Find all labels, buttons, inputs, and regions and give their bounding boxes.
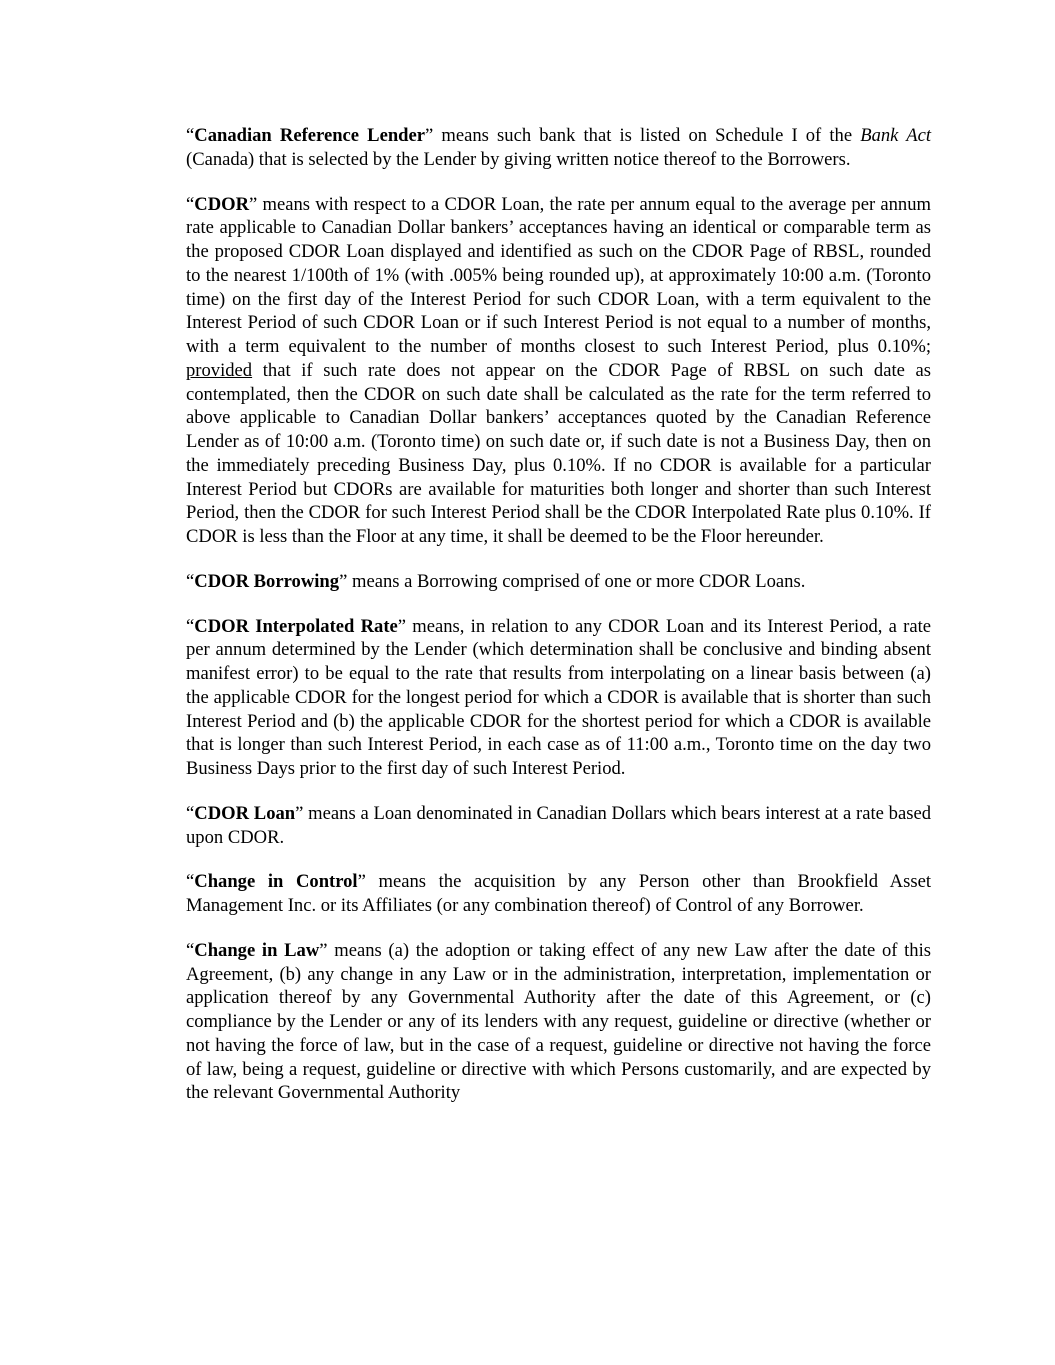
defined-term: CDOR: [194, 193, 250, 215]
definition-text: means a Loan denominated in Canadian Dollars which bears interest at a rate based upon CDOR.: [186, 802, 932, 848]
definition-text: (Canada) that is selected by the Lender by giving written notice thereof to the Borrowers.: [186, 148, 851, 170]
defined-term: CDOR Borrowing: [194, 570, 340, 592]
definition-canadian-reference-lender: “Canadian Reference Lender” means such bank that is listed on Schedule I of the Bank Act (Canada) that is selected by the Lender by giving written notice thereof to the Borrowers.: [186, 125, 931, 170]
definition-cdor: “CDOR” means with respect to a CDOR Loan, the rate per annum equal to the average per annum rate applicable to Canadian Dollar bankers’ acceptances having an identical or comparable term as the proposed CDOR Loan displayed and identified as such on the CDOR Page of RBSL, rounded to the nearest 1/100th of 1% (with .005% being rounded up), at approximately 10:00 a.m. (Toronto time) on the first day of the Interest Period for such CDOR Loan, with a term equivalent to the Interest Period of such CDOR Loan or if such Interest Period is not equal to a number of months, with a term equivalent to the number of months closest to such Interest Period, plus 0.10%; provided that if such rate does not appear on the CDOR Page of RBSL on such date as contemplated, then the CDOR on such date shall be calculated as the rate for the term referred to above applicable to Canadian Dollar bankers’ acceptances quoted by the Canadian Reference Lender as of 10:00 a.m. (Toronto time) on such date or, if such date is not a Business Day, then on the immediately preceding Business Day, plus 0.10%. If no CDOR is available for a particular Interest Period but CDORs are available for maturities both longer and shorter than such Interest Period, then the CDOR for such Interest Period shall be the CDOR Interpolated Rate plus 0.10%. If CDOR is less than the Floor at any time, it shall be deemed to be the Floor hereunder.: [186, 193, 931, 547]
definition-text: means (a) the adoption or taking effect of any new Law after the date of this Agreement, (b) any change in any Law or in the administration, interpretation, implementation or application thereof by any Governmental Authority after the date of this Agreement, or (c) compliance by the Lender or any of its lenders with any request, guideline or directive (whether or not having the force of law, but in the case of a request, guideline or directive not having the force of law, being a request, guideline or directive with which Persons customarily, and are expected by the relevant Governmental Authority: [186, 939, 932, 1104]
definition-text: means a Borrowing comprised of one or more CDOR Loans.: [347, 570, 806, 592]
definition-text: means with respect to a CDOR Loan, the rate per annum equal to the average per annum rate applicable to Canadian Dollar bankers’ acceptances having an identical or comparable term as the proposed CDOR Loan displayed and identified as such on the CDOR Page of RBSL, rounded to the nearest 1/100th of 1% (with .005% being rounded up), at approximately 10:00 a.m. (Toronto time) on the first day of the Interest Period for such CDOR Loan, with a term equivalent to the Interest Period of such CDOR Loan or if such Interest Period is not equal to a number of months, with a term equivalent to the number of months closest to such Interest Period, plus 0.10%;: [186, 193, 931, 357]
statute-name: Bank Act: [860, 125, 931, 146]
definition-text: means, in relation to any CDOR Loan and its Interest Period, a rate per annum determined by the Lender (which determination shall be conclusive and binding absent manifest error) to be equal to the rate that results from interpolating on a linear basis between (a) the applicable CDOR for the longest period for which a CDOR is available that is shorter than such Interest Period and (b) the applicable CDOR for the shortest period for which a CDOR is available that is longer than such Interest Period, in each case as of 11:00 a.m., Toronto time on the day two Business Days prior to the first day of such Interest Period.: [186, 615, 932, 779]
definition-cdor-interpolated-rate: “CDOR Interpolated Rate” means, in relation to any CDOR Loan and its Interest Period, a rate per annum determined by the Lender (which determination shall be conclusive and binding absent manifest error) to be equal to the rate that results from interpolating on a linear basis between (a) the applicable CDOR for the longest period for which a CDOR is available that is shorter than such Interest Period and (b) the applicable CDOR for the shortest period for which a CDOR is available that is longer than such Interest Period, in each case as of 11:00 a.m., Toronto time on the day two Business Days prior to the first day of such Interest Period.: [186, 615, 932, 779]
definition-cdor-loan: “CDOR Loan” means a Loan denominated in Canadian Dollars which bears interest at a rate based upon CDOR.: [186, 802, 932, 848]
definition-cdor-borrowing: “CDOR Borrowing” means a Borrowing comprised of one or more CDOR Loans.: [186, 570, 806, 592]
definition-text: means such bank that is listed on Schedule I of the: [433, 125, 861, 146]
definition-text: that if such rate does not appear on the CDOR Page of RBSL on such date as contemplated, then the CDOR on such date shall be calculated as the rate for the term referred to above applicable to Canadian Dollar bankers’ acceptances quoted by the Canadian Reference Lender as of 10:00 a.m. (Toronto time) on such date or, if such date is not a Business Day, then on the immediately preceding Business Day, plus 0.10%. If no CDOR is available for a particular Interest Period but CDORs are available for maturities both longer and shorter than such Interest Period, then the CDOR for such Interest Period shall be the CDOR Interpolated Rate plus 0.10%. If CDOR is less than the Floor at any time, it shall be deemed to be the Floor hereunder.: [186, 359, 931, 547]
document-page: [186, 124, 931, 1126]
defined-term: CDOR Loan: [194, 802, 296, 824]
defined-term: Change in Control: [194, 871, 358, 893]
underlined-proviso: provided: [186, 359, 253, 381]
definition-text: means the acquisition by any Person other than Brookfield Asset Management Inc. or its Affiliates (or any combination thereof) of Control of any Borrower.: [186, 871, 931, 916]
defined-term: Canadian Reference Lender: [194, 125, 426, 146]
defined-term: CDOR Interpolated Rate: [194, 615, 398, 637]
definition-change-in-control: “Change in Control” means the acquisition by any Person other than Brookfield Asset Management Inc. or its Affiliates (or any combination thereof) of Control of any Borrower.: [186, 871, 931, 916]
defined-term: Change in Law: [194, 939, 320, 961]
definition-change-in-law: “Change in Law” means (a) the adoption or taking effect of any new Law after the date of this Agreement, (b) any change in any Law or in the administration, interpretation, implementation or application thereof by any Governmental Authority after the date of this Agreement, or (c) compliance by the Lender or any of its lenders with any request, guideline or directive (whether or not having the force of law, but in the case of a request, guideline or directive not having the force of law, being a request, guideline or directive with which Persons customarily, and are expected by the relevant Governmental Authority: [186, 939, 932, 1104]
